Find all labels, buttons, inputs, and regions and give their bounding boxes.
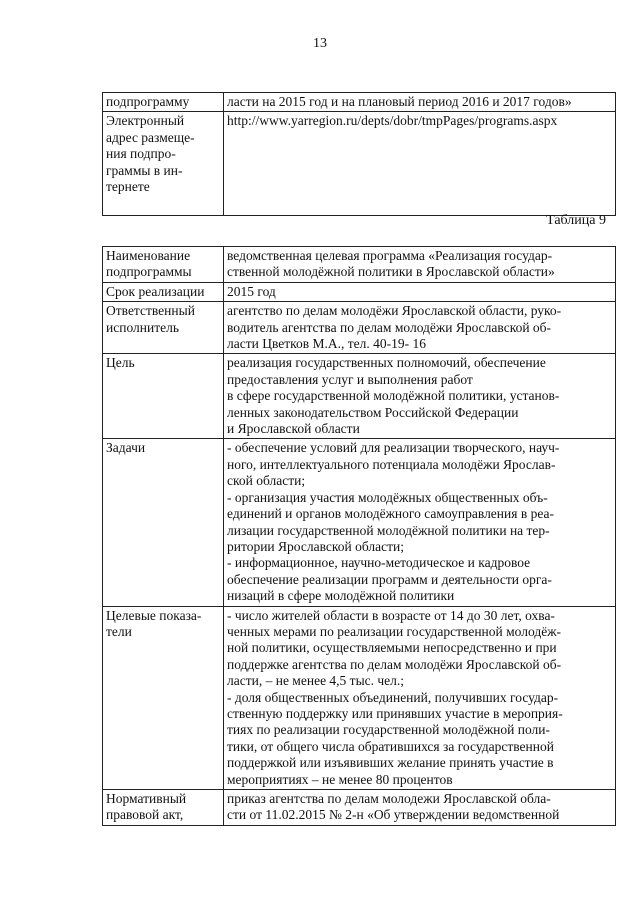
value-line: реализация государственных полномочий, обеспечение: [227, 355, 546, 371]
table-body: [103, 247, 616, 826]
value-line: - число жителей области в возрасте от 14 до 30 лет, охва-: [227, 607, 555, 623]
table-row: [103, 790, 616, 826]
value-line: ласти Цветков М.А., тел. 40-19- 16: [227, 336, 427, 352]
label-line: Ответственный: [106, 303, 195, 319]
table-row: [103, 354, 616, 439]
value-line: ного, интеллектуального потенциала молодёжи Ярослав-: [227, 456, 556, 472]
value-line: 2015 год: [227, 283, 276, 299]
label-line: правовой акт,: [106, 807, 184, 823]
value-line: ченных мерами по реализации государственной молодёж-: [227, 623, 562, 639]
table-caption: Таблица 9: [546, 213, 606, 228]
row-label-cell: [103, 302, 224, 354]
value-line: ведомственная целевая программа «Реализация государ-: [227, 248, 553, 263]
row-label-cell: [103, 354, 224, 439]
program-url-link[interactable]: http://www.yarregion.ru/depts/dobr/tmpPages/programs.aspx: [227, 113, 558, 129]
value-line: предоставления услуг и выполнения работ: [227, 371, 473, 387]
row-value-cell: [224, 606, 616, 789]
value-line: - обеспечение условий для реализации творческого, науч-: [227, 440, 560, 456]
value-line: ственной молодёжной политики в Ярославской области»: [227, 264, 555, 280]
table-row: [103, 606, 616, 789]
subprogram-passport-table: [102, 246, 616, 826]
label-line: ния подпро-: [106, 146, 176, 162]
value-line: мероприятиях – не менее 80 процентов: [227, 771, 453, 787]
label-line: подпрограммы: [106, 264, 192, 280]
table-row: [103, 93, 616, 112]
table-row: [103, 112, 616, 216]
value-line: сти от 11.02.2015 № 2-н «Об утверждении ведомственной: [227, 807, 560, 823]
row-label-cell: [103, 439, 224, 606]
value-line: ритории Ярославской области;: [227, 538, 404, 554]
table-row: [103, 302, 616, 354]
value-line: ленных законодательством Российской Федерации: [227, 404, 519, 420]
table-row: [103, 439, 616, 606]
row-label-cell: [103, 112, 224, 216]
label-line: Электронный: [106, 113, 185, 129]
value-line: поддержкой или изъявивших желание принять участие в: [227, 755, 554, 771]
value-line: тики, от общего числа обратившихся за государственной: [227, 738, 554, 754]
row-label-cell: [103, 93, 224, 112]
row-label-cell: [103, 790, 224, 826]
label-line: исполнитель: [106, 319, 179, 335]
value-line: обеспечение реализации программ и деятельности орга-: [227, 571, 552, 587]
table-body: [103, 93, 616, 216]
table-row: [103, 247, 616, 283]
label-line: тели: [106, 623, 132, 639]
value-line: - организация участия молодёжных общественных объ-: [227, 489, 548, 505]
row-value-cell: [224, 282, 616, 301]
label-line: Нормативный: [106, 791, 187, 806]
value-line: и Ярославской области: [227, 421, 360, 437]
table-row: [103, 282, 616, 301]
row-label-cell: [103, 282, 224, 301]
row-value-cell: [224, 439, 616, 606]
row-label-cell: [103, 247, 224, 283]
label-line: Цель: [106, 355, 135, 371]
value-line: ской области;: [227, 473, 306, 489]
value-line: ласти на 2015 год и на плановый период 2016 и 2017 годов»: [227, 94, 572, 109]
label-line: Срок реализации: [106, 283, 205, 299]
row-label-cell: [103, 606, 224, 789]
label-line: Задачи: [106, 440, 146, 456]
value-line: лизации государственной молодёжной политики на тер-: [227, 522, 550, 538]
value-line: низаций в сфере молодёжной политики: [227, 588, 455, 604]
label-line: Целевые показа-: [106, 607, 202, 623]
row-value-cell: [224, 354, 616, 439]
label-line: граммы в ин-: [106, 162, 183, 178]
label-line: подпрограмму: [106, 94, 190, 109]
value-line: единений и органов молодёжного самоуправления в реа-: [227, 506, 554, 522]
value-line: ственную поддержку или принявших участие в мероприя-: [227, 705, 563, 721]
value-line: водитель агентства по делам молодёжи Ярославской об-: [227, 319, 552, 335]
value-line: приказ агентства по делам молодежи Ярославской обла-: [227, 791, 551, 806]
label-line: Наименование: [106, 248, 191, 263]
value-line: тиях по реализации государственной молодёжной поли-: [227, 722, 550, 738]
value-line: в сфере государственной молодёжной политики, установ-: [227, 388, 560, 404]
program-info-table-continued: [102, 92, 616, 216]
value-line: ной политики, осуществляемыми непосредственно и при: [227, 640, 557, 656]
page-number: 13: [313, 36, 327, 51]
row-value-cell: [224, 302, 616, 354]
value-line: поддержке агентства по делам молодёжи Ярославской об-: [227, 656, 562, 672]
label-line: тернете: [106, 179, 150, 195]
label-line: адрес размеще-: [106, 129, 195, 145]
value-line: агентство по делам молодёжи Ярославской области, руко-: [227, 303, 562, 319]
value-line: ласти, – не менее 4,5 тыс. чел.;: [227, 673, 405, 689]
row-value-cell: [224, 112, 616, 216]
row-value-cell: [224, 790, 616, 826]
row-value-cell: [224, 247, 616, 283]
row-value-cell: [224, 93, 616, 112]
value-line: - информационное, научно-методическое и кадровое: [227, 555, 531, 571]
value-line: - доля общественных объединений, получивших государ-: [227, 689, 559, 705]
